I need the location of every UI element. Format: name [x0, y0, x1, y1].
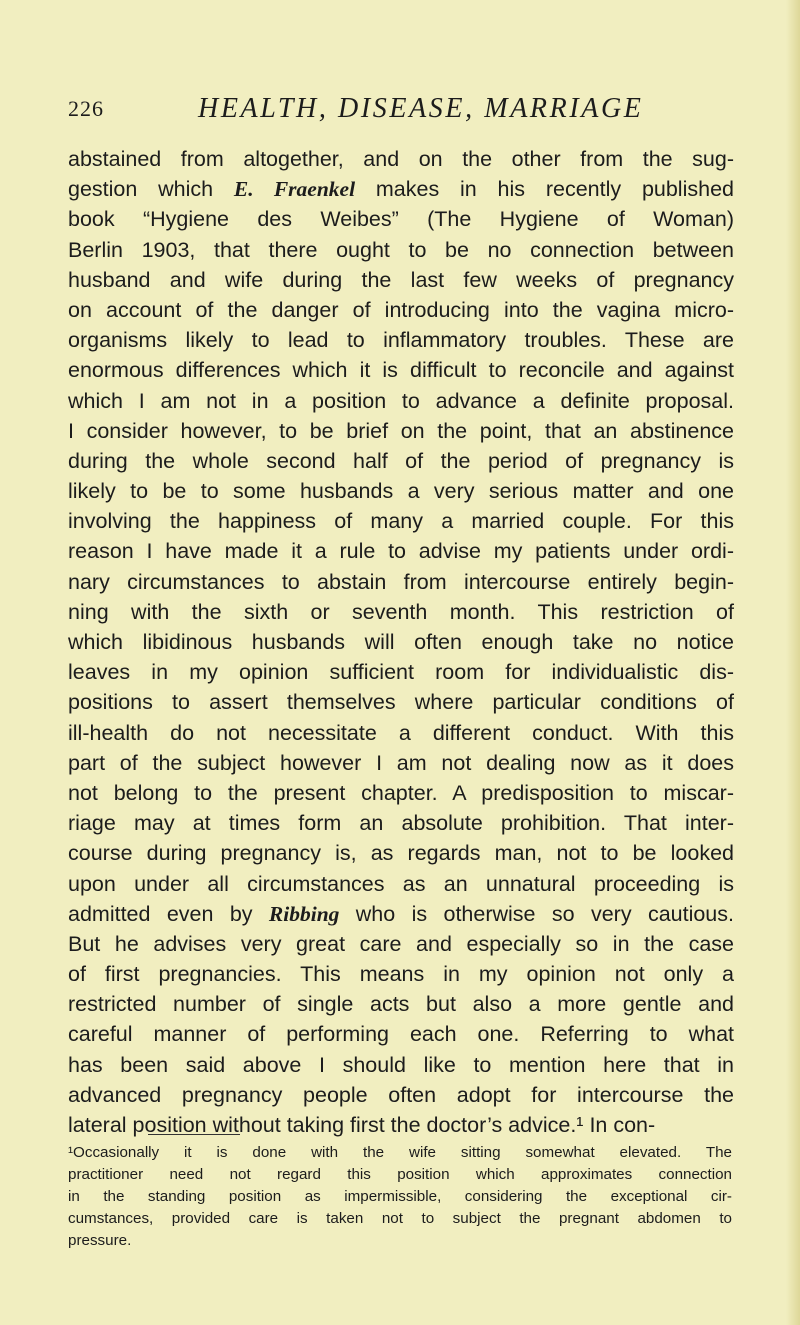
body-line: upon under all circumstances as an unnatural proceeding is — [68, 871, 734, 896]
body-line: But he advises very great care and especially so in the case — [68, 931, 734, 956]
footnote-line: pressure. — [68, 1232, 132, 1249]
body-line: husband and wife during the last few weeks of pregnancy — [68, 267, 734, 292]
body-line: advanced pregnancy people often adopt for intercourse the — [68, 1082, 734, 1107]
footnote-line: practitioner need not regard this position which approximates connection — [68, 1166, 732, 1183]
body-line: nary circumstances to abstain from intercourse entirely begin- — [68, 569, 734, 594]
body-line: not belong to the present chapter. A predisposition to miscar- — [68, 780, 734, 805]
body-line: admitted even by Ribbing who is otherwise so very cautious. — [68, 901, 734, 926]
body-line: during the whole second half of the period of pregnancy is — [68, 448, 734, 473]
body-text — [68, 144, 734, 1140]
body-line: positions to assert themselves where particular conditions of — [68, 690, 734, 715]
body-line: has been said above I should like to mention here that in — [68, 1052, 734, 1077]
body-line: on account of the danger of introducing into the vagina micro- — [68, 297, 734, 322]
body-line: leaves in my opinion sufficient room for individualistic dis- — [68, 660, 734, 685]
body-line: reason I have made it a rule to advise my patients under ordi- — [68, 539, 734, 564]
body-line: gestion which E. Fraenkel makes in his recently published — [68, 177, 734, 202]
body-line: lateral position without taking first the doctor’s advice.¹ In con- — [68, 1113, 656, 1137]
body-line: restricted number of single acts but also a more gentle and — [68, 992, 734, 1017]
body-line: part of the subject however I am not dealing now as it does — [68, 750, 734, 775]
footnote-rule — [148, 1134, 240, 1135]
body-line: which libidinous husbands will often enough take no notice — [68, 630, 734, 654]
body-line: organisms likely to lead to inflammatory troubles. These are — [68, 328, 734, 353]
footnote-line: cumstances, provided care is taken not to subject the pregnant abdomen to — [68, 1210, 732, 1227]
author-name-fraenkel: E. Fraenkel — [233, 177, 356, 202]
footnote-line: ¹Occasionally it is done with the wife sitting somewhat elevated. The — [68, 1144, 732, 1161]
author-name-ribbing: Ribbing — [268, 901, 340, 926]
body-line: which I am not in a position to advance a definite proposal. — [68, 388, 734, 413]
running-head: HEALTH, DISEASE, MARRIAGE — [198, 93, 644, 124]
footnote — [68, 1142, 732, 1252]
body-line: careful manner of performing each one. Referring to what — [68, 1022, 734, 1047]
body-line: ill-health do not necessitate a different conduct. With this — [68, 720, 734, 745]
body-line: enormous differences which it is difficult to reconcile and against — [68, 358, 734, 383]
page-header — [68, 93, 728, 136]
body-line: Berlin 1903, that there ought to be no connection between — [68, 237, 734, 262]
body-line: abstained from altogether, and on the other from the sug- — [68, 147, 734, 171]
body-line: ning with the sixth or seventh month. This restriction of — [68, 599, 734, 624]
body-line: likely to be to some husbands a very serious matter and one — [68, 479, 734, 504]
body-line: I consider however, to be brief on the point, that an abstinence — [68, 418, 734, 443]
body-line: course during pregnancy is, as regards man, not to be looked — [68, 841, 734, 866]
body-line: involving the happiness of many a married couple. For this — [68, 509, 734, 534]
footnote-line: in the standing position as impermissible, considering the exceptional cir- — [68, 1188, 732, 1205]
page-edge-shadow — [786, 0, 800, 1325]
body-line: of first pregnancies. This means in my opinion not only a — [68, 962, 734, 987]
page-number: 226 — [68, 96, 104, 121]
body-line: riage may at times form an absolute prohibition. That inter- — [68, 811, 734, 836]
body-line: book “Hygiene des Weibes” (The Hygiene of Woman) — [68, 207, 734, 232]
